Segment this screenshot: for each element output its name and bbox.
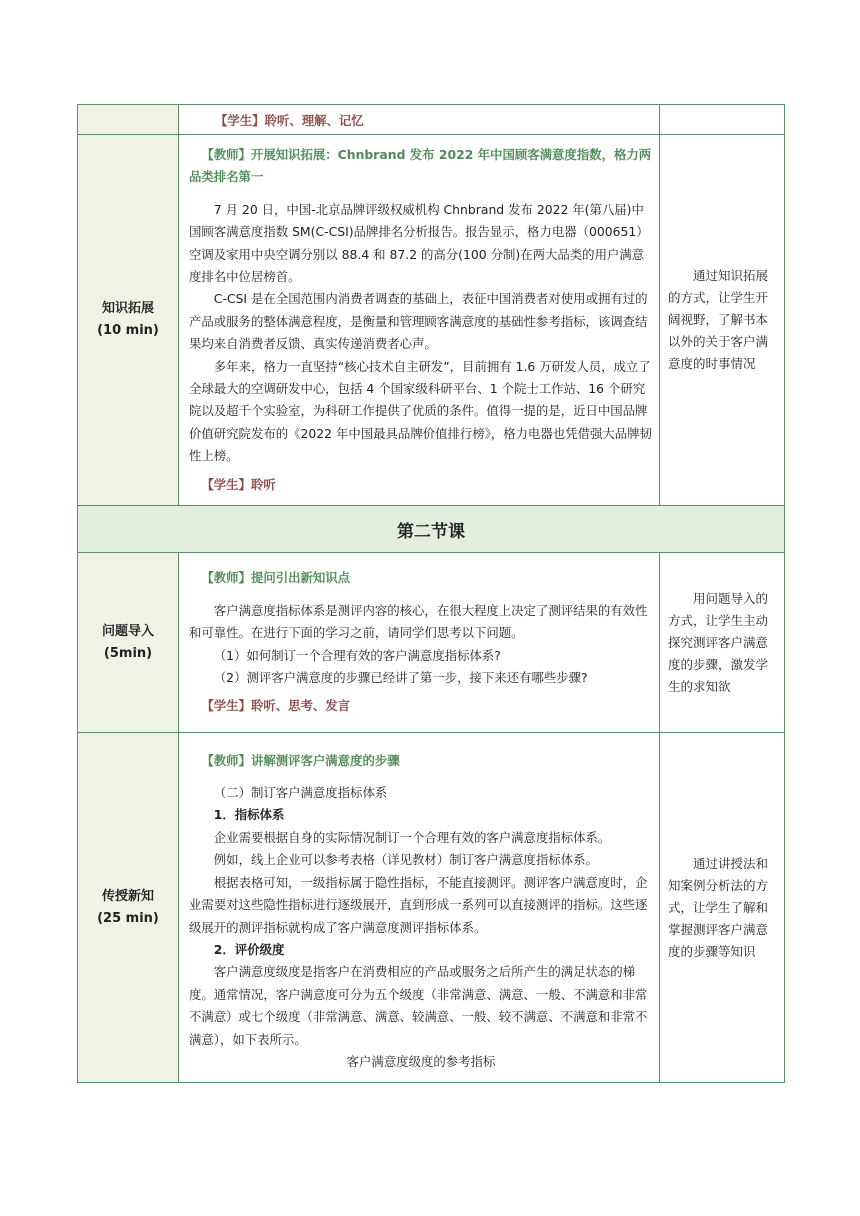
table-row (78, 105, 785, 135)
content-cell (179, 105, 660, 135)
student-tag: 【学生】聆听、思考、发言 (201, 698, 351, 714)
question: （2）测评客户满意度的步骤已经讲了第一步，接下来还有哪些步骤? (213, 669, 588, 685)
table-row (78, 135, 785, 506)
left-cell (78, 105, 179, 135)
section-title: 第二节课 (78, 506, 785, 553)
paragraph: 7 月 20 日，中国-北京品牌评级权威机构 Chnbrand 发布 2022 年(第八届)中国顾客满意度指数 SM(C-CSI)品牌排名分析报告。报告显示，格力电器（000651）空调及家用中央空调分别以 88.4 和 87.2 的高分(100 分制)在两大品类的用户满意度排名中位居榜首。 (189, 201, 649, 284)
content-cell (179, 733, 660, 1083)
right-cell (660, 105, 785, 135)
row-title: 问题导入 (101, 623, 154, 639)
paragraph: C-CSI 是在全国范围内消费者调查的基础上，表征中国消费者对使用或拥有过的产品或服务的整体满意程度，是衡量和管理顾客满意度的基础性参考指标，该调查结果均来自消费者反馈、真实传递消费者心声。 (189, 291, 648, 352)
question: （1）如何制订一个合理有效的客户满意度指标体系? (213, 647, 501, 663)
heading: 2．评价级度 (213, 941, 285, 957)
right-cell (660, 135, 785, 506)
table-row (78, 553, 785, 733)
table-caption: 客户满意度级度的参考指标 (346, 1053, 496, 1069)
left-cell (78, 135, 179, 506)
purpose-text: 用问题导入的方式，让学生主动探究测评客户满意度的步骤，激发学生的求知欲 (668, 590, 769, 694)
heading: 1．指标体系 (213, 807, 285, 823)
student-tag: 【学生】聆听 (201, 476, 276, 492)
right-cell (660, 553, 785, 733)
teacher-heading: 【教师】开展知识拓展：Chnbrand 发布 2022 年中国顾客满意度指数，格力两品类排名第一 (189, 146, 652, 185)
student-tag: 【学生】聆听、理解、记忆 (215, 112, 364, 128)
row-title: 传授新知 (101, 888, 154, 904)
section-row (78, 506, 785, 553)
row-title: 知识拓展 (101, 301, 154, 316)
paragraph: 企业需要根据自身的实际情况制订一个合理有效的客户满意度指标体系。 (213, 829, 611, 845)
paragraph: 例如，线上企业可以参考表格（详见教材）制订客户满意度指标体系。 (213, 852, 598, 868)
content-cell (179, 135, 660, 506)
table-row (78, 733, 785, 1083)
row-time: (25 min) (97, 910, 159, 926)
teacher-heading: 【教师】讲解测评客户满意度的步骤 (201, 752, 400, 768)
paragraph: 客户满意度级度是指客户在消费相应的产品或服务之后所产生的满足状态的梯度。通常情况，客户满意度可分为五个级度（非常满意、满意、一般、不满意和非常不满意）或七个级度（非常满意、满意、较满意、一般、较不满意、不满意和非常不满意），如下表所示。 (189, 964, 648, 1047)
paragraph: 客户满意度指标体系是测评内容的核心，在很大程度上决定了测评结果的有效性和可靠性。在进行下面的学习之前，请同学们思考以下问题。 (189, 602, 648, 641)
row-time: (10 min) (97, 323, 159, 338)
paragraph: 根据表格可知，一级指标属于隐性指标，不能直接测评。测评客户满意度时，企业需要对这些隐性指标进行逐级展开，直到形成一系列可以直接测评的指标。这些逐级展开的测评指标就构成了客户满意度测评指标体系。 (189, 874, 648, 935)
lesson-plan-table (77, 104, 785, 1083)
purpose-text: 通过讲授法和知案例分析法的方式，让学生了解和掌握测评客户满意度的步骤等知识 (668, 855, 769, 959)
teacher-heading: 【教师】提问引出新知识点 (201, 570, 351, 586)
subtitle: （二）制订客户满意度指标体系 (213, 785, 388, 801)
row-time: (5min) (103, 645, 153, 661)
purpose-text: 通过知识拓展的方式，让学生开阔视野，了解书本以外的关于客户满意度的时事情况 (668, 268, 769, 371)
paragraph: 多年来，格力一直坚持“核心技术自主研发”，目前拥有 1.6 万研发人员，成立了全球最大的空调研发中心，包括 4 个国家级科研平台、1 个院士工作站、16 个研究院以及超千个实验室，为科研工作提供了优质的条件。值得一提的是，近日中国品牌价值研究院发布的《2022 年中国最具品牌价值排行榜》，格力电器也凭借强大品牌韧性上榜。 (189, 358, 652, 464)
content-cell (179, 553, 660, 733)
left-cell (78, 733, 179, 1083)
left-cell (78, 553, 179, 733)
right-cell (660, 733, 785, 1083)
